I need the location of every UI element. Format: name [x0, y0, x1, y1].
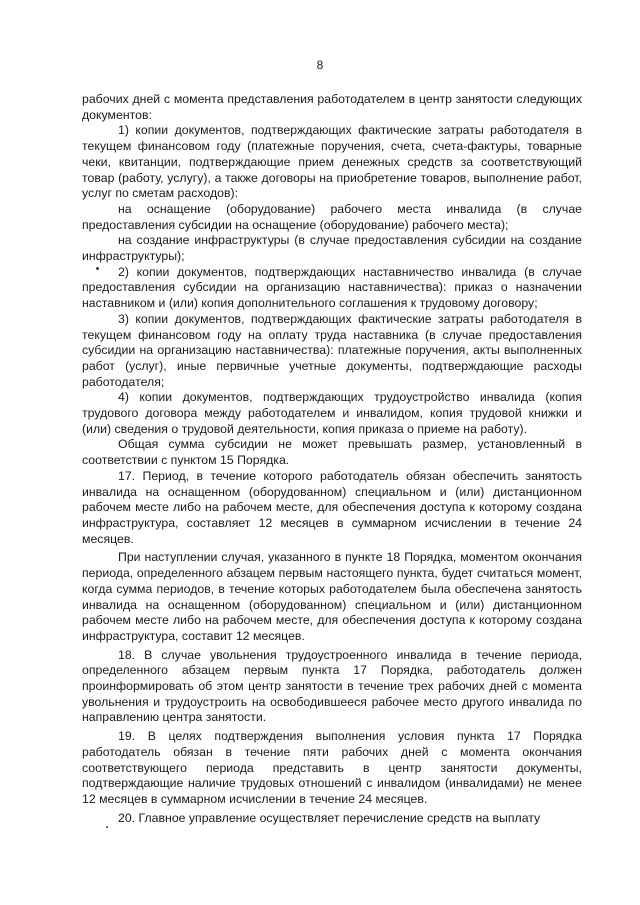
- paragraph-clause-19: 19. В целях подтверждения выполнения условия пункта 17 Порядка работодатель обязан в течение пяти рабочих дней с момента окончания соответствующего периода представить в центр занятости документы, подтверждающие наличие трудовых отношений с инвалидом (инвалидами) не менее 12 месяцев в суммарном исчислении в течение 24 месяцев.: [82, 729, 582, 806]
- paragraph-clause-20: 20. Главное управление осуществляет перечисление средств на выплату: [118, 810, 541, 825]
- paragraph-clause-18: 18. В случае увольнения трудоустроенного инвалида в течение периода, определенного абзацем первым пункта 17 Порядка, работодатель должен проинформировать об этом центр занятости в течение трех рабочих дней с момента увольнения и трудоустроить на освободившееся рабочее место другого инвалида по направлению центра занятости.: [82, 647, 582, 725]
- paragraph-total-subsidy: Общая сумма субсидии не может превышать размер, установленный в соответствии с пунктом 15 Порядка.: [82, 437, 582, 468]
- paragraph-continuation: рабочих дней с момента представления работодателем в центр занятости следующих документов:: [82, 92, 582, 122]
- paragraph-item-2: 2) копии документов, подтверждающих наставничество инвалида (в случае предоставления субсидии на организацию наставничества): приказ о назначении наставником и (или) копия дополнительного соглашения к трудовому договору;: [82, 264, 582, 311]
- paragraph-infrastructure: на создание инфраструктуры (в случае предоставления субсидии на создание инфраструктуры);: [82, 233, 582, 264]
- paragraph-item-4: 4) копии документов, подтверждающих трудоустройство инвалида (копия трудового договора между работодателем и инвалидом, копия трудовой книжки и (или) сведения о трудовой деятельности, копия приказа о приеме на работу).: [82, 390, 582, 436]
- page-number: 8: [316, 58, 324, 72]
- paragraph-item-1: 1) копии документов, подтверждающих фактические затраты работодателя в текущем финансовом году (платежные поручения, счета, счета-фактуры, товарные чеки, квитанции, подтверждающие прием денежных средств за соответствующий товар (работу, услугу), а также договоры на приобретение товаров, выполнение работ, услуг по сметам расходов):: [82, 123, 582, 201]
- scan-speck: [96, 267, 99, 270]
- paragraph-clause-17: 17. Период, в течение которого работодатель обязан обеспечить занятость инвалида на оснащенном (оборудованном) специальном и (или) дистанционном рабочем месте либо на рабочем месте, для обеспечения доступа к которому создана инфраструктура, составляет 12 месяцев в суммарном исчислении в течение 24 месяцев.: [82, 468, 582, 546]
- paragraph-item-3: 3) копии документов, подтверждающих фактические затраты работодателя в текущем финансовом году на оплату труда наставника (в случае предоставления субсидии на организацию наставничества): платежные поручения, акты выполненных работ (услуг), иные первичные учетные документы, подтверждающие расходы работодателя;: [82, 311, 582, 389]
- document-body: [82, 92, 582, 826]
- paragraph-clause-17-period: При наступлении случая, указанного в пункте 18 Порядка, моментом окончания периода, определенного абзацем первым настоящего пункта, будет считаться момент, когда сумма периодов, в течение которых работодателем была обеспечена занятость инвалида на оснащенном (оборудованном) специальном и (или) дистанционном рабочем месте либо на рабочем месте, для обеспечения доступа к которому создана инфраструктура, составит 12 месяцев.: [82, 550, 582, 643]
- scan-speck: [106, 826, 108, 828]
- paragraph-equipment: на оснащение (оборудование) рабочего места инвалида (в случае предоставления субсидии на оснащение (оборудование) рабочего места);: [82, 201, 582, 232]
